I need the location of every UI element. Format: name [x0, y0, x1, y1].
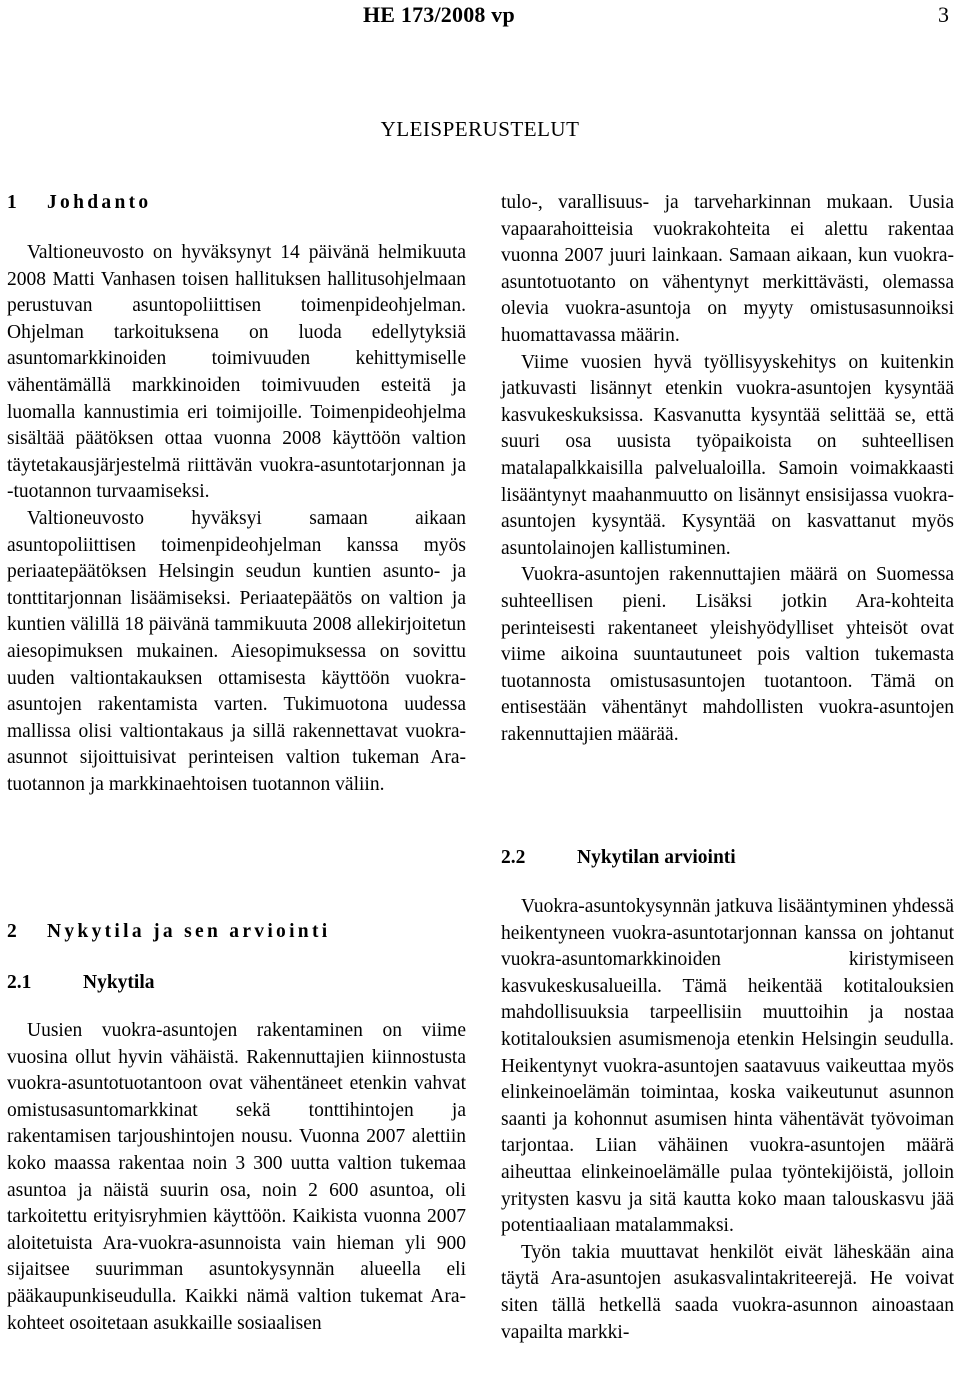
section-heading-2 — [7, 919, 330, 946]
section-number: 2 — [7, 921, 17, 942]
section-heading-1 — [7, 190, 151, 217]
section-number: 1 — [7, 192, 17, 213]
subsection-title: Nykytilan arviointi — [577, 847, 736, 868]
subsection-number: 2.2 — [501, 847, 526, 868]
section-title: Johdanto — [47, 192, 152, 213]
section-title: Nykytila ja sen arviointi — [47, 921, 331, 942]
subsection-heading-2-2 — [501, 845, 736, 872]
current-state-paragraphs — [7, 1018, 466, 1337]
assessment-paragraphs — [501, 894, 954, 1346]
document-id: HE 173/2008 vp — [363, 2, 515, 27]
paragraph: Vuokra-asuntokysynnän jatkuva lisääntyminen yhdessä heikentyneen vuokra-asuntotarjonnan kanssa on johtanut vuokra-asuntomarkkinoiden kiristymiseen kasvukeskusalueilla. Tämä heikentää kotitalouksien mahdollisuuksia tarpeellisiin muuttoihin ja nostaa kotitalouksien asumismenoja etenkin Helsingin seudulla. Heikentynyt vuokra-asuntojen saatavuus vaikeuttaa myös elinkeinoelämän toimintaa, koska vaikeutunut asunnon saanti ja kohonnut asumisen hinta vähentävät työvoiman tarjontaa. Liian vähäinen vuokra-asuntojen määrä aiheuttaa elinkeinoelämälle pulaa työntekijöistä, jolloin yritysten kasvu ja sitä kautta koko maan talouskasvu jää potentiaaliaan matalammaksi. — [501, 896, 954, 1237]
paragraph: Viime vuosien hyvä työllisyyskehitys on kuitenkin jatkuvasti lisännyt etenkin vuokra-asuntojen kysyntää kasvukeskuksissa. Kasvanutta kysyntää selittää se, että suuri osa uusista työpaikoista on suhteellisen matalapalkkaisilla palvelualoilla. Samoin voimakkaasti lisääntynyt maahanmuutto on lisännyt ensisijassa vuokra-asuntojen kysyntää. Kysyntää on kasvattanut myös asuntolainojen kallistuminen. — [501, 351, 954, 559]
paragraph: tulo-, varallisuus- ja tarveharkinnan mukaan. Uusia vapaarahoitteisia vuokrakohteita ei alettu rakentaa vuonna 2007 juuri lainkaan. Samaan aikaan, kun vuokra-asuntotuotanto on vähentynyt merkittävästi, olemassa olevia vuokra-asuntoja on myyty omistusasunnoiksi huomattavassa määrin. — [501, 192, 954, 346]
subsection-number: 2.1 — [7, 972, 32, 993]
continued-paragraphs — [501, 190, 954, 748]
intro-paragraphs — [7, 240, 466, 798]
paragraph: Vuokra-asuntojen rakennuttajien määrä on Suomessa suhteellisen pieni. Lisäksi jotkin Ara-kohteita perinteisesti rakentaneet yleishyödylliset yhteisöt ovat viime aikoina suuntautuneet pois valtion tukemasta tuotannosta omistusasuntojen tuotantoon. Tämä on entisestään vähentänyt mahdollisten vuokra-asuntojen rakennuttajien määrää. — [501, 564, 954, 745]
page-number: 3 — [938, 2, 949, 27]
paragraph: Uusien vuokra-asuntojen rakentaminen on viime vuosina ollut hyvin vähäistä. Rakennuttajien kiinnostusta vuokra-asuntotuotantoon ovat vähentäneet etenkin vahvat omistusasuntomarkkinat sekä tonttihintojen ja rakentamisen tarjoushintojen nousu. Vuonna 2007 alettiin koko maassa rakentaa noin 3 300 uutta valtion tukemaa asuntoa ja näistä suurin osa, noin 2 600 asuntoa, oli tarkoitettu erityisryhmien käyttöön. Kaikista vuonna 2007 aloitetuista Ara-vuokra-asunnoista vain hieman yli 900 sijaitsee suurimman asuntokysynnän alueella eli pääkaupunkiseudulla. Kaikki nämä valtion tukemat Ara-kohteet osoitetaan asukkaille sosiaalisen — [7, 1020, 466, 1334]
page-title: YLEISPERUSTELUT — [380, 117, 580, 141]
subsection-title: Nykytila — [83, 972, 155, 993]
paragraph: Työn takia muuttavat henkilöt eivät läheskään aina täytä Ara-asuntojen asukasvalintakriteerejä. He voivat siten tällä hetkellä saada vuokra-asunnon ainoastaan vapailta markki- — [501, 1241, 954, 1343]
paragraph: Valtioneuvosto on hyväksynyt 14 päivänä helmikuuta 2008 Matti Vanhasen toisen hallituksen hallitusohjelmaan perustuvan asuntopoliittisen toimenpideohjelman. Ohjelman tarkoituksena on luoda edellytyksiä asuntomarkkinoiden toimivuuden kehittymiselle vähentämällä markkinoiden toimivuuden esteitä ja luomalla kannustimia eri toimijoille. Toimenpideohjelma sisältää päätöksen ottaa vuonna 2008 käyttöön valtion täytetakausjärjestelmä riittävän vuokra-asuntotarjonnan ja -tuotannon turvaamiseksi. — [7, 242, 466, 503]
paragraph: Valtioneuvosto hyväksyi samaan aikaan asuntopoliittisen toimenpideohjelman kanssa myös periaatepäätöksen Helsingin seudun kuntien asunto- ja tonttitarjonnan lisäämiseksi. Periaatepäätös on valtion ja kuntien välillä 18 päivänä tammikuuta 2008 allekirjoitetun aiesopimuksen mukainen. Aiesopimuksessa on sovittu uuden valtiontakauksen ottamisesta käyttöön vuokra-asuntojen rakentamista varten. Tukimuotona uudessa mallissa olisi valtiontakaus ja sillä rakennettavat vuokra-asunnot sijoittuisivat perinteisen valtion tukeman Ara-tuotannon ja markkinaehtoisen tuotannon väliin. — [7, 507, 466, 795]
subsection-heading-2-1 — [7, 970, 155, 997]
